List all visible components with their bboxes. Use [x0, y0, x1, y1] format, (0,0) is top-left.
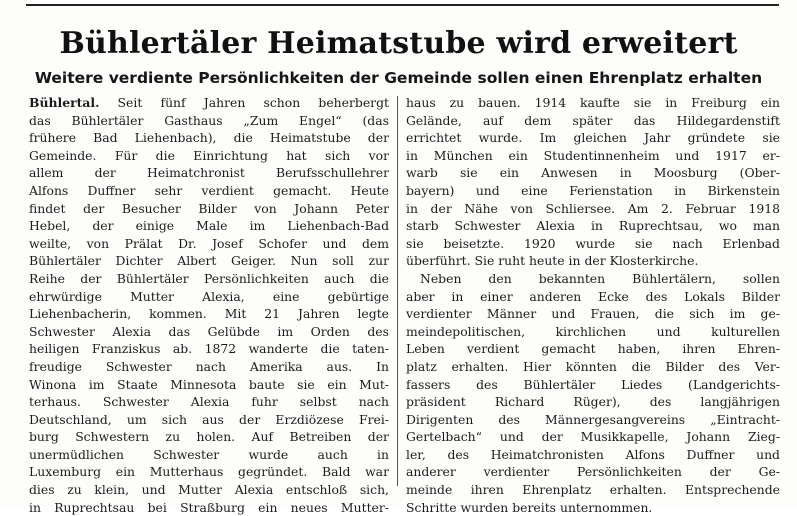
dateline: Bühlertal. [29, 95, 100, 110]
text-line: starb Schwester Alexia in Ruprechtsau, wo man [406, 218, 780, 234]
text-line: meindepolitischen, kirchlichen und kulturellen [406, 323, 780, 339]
text-line: Gelände, auf dem später das Hildegardenstift [406, 112, 780, 128]
text-line: Winona im Staate Minnesota baute sie ein Mut- [29, 376, 389, 392]
text-line: Gemeinde. Für die Einrichtung hat sich vor [29, 147, 389, 163]
text-line: in der Nähe von Schliersee. Am 2. Februar 1918 [406, 200, 780, 216]
text-line: allem der Heimatchronist Berufsschullehrer [29, 165, 389, 181]
text-line: platz erhalten. Hier könnten die Bilder des Ver- [406, 358, 780, 374]
text-line: Liehenbacherin, kommen. Mit 21 Jahren legte [29, 306, 389, 322]
text-line: frühere Bad Liehenbach), die Heimatstube der [29, 130, 389, 146]
text-line-content: Seit fünf Jahren schon beherbergt [99, 95, 389, 110]
text-line: ehrwürdige Mutter Alexia, eine gebürtige [29, 288, 389, 304]
text-line: Reihe der Bühlertäler Persönlichkeiten auch die [29, 270, 389, 286]
text-line: ler, des Heimatchronisten Alfons Duffner und [406, 446, 780, 462]
text-line: Neben den bekannten Bühlertälern, sollen [420, 270, 780, 286]
text-line: freudige Schwester nach Amerika aus. In [29, 358, 389, 374]
text-line: Luxemburg ein Mutterhaus gegründet. Bald war [29, 464, 389, 480]
subheadline: Weitere verdiente Persönlichkeiten der Gemeinde sollen einen Ehrenplatz erhalten [34, 69, 763, 87]
headline: Bühlertäler Heimatstube wird erweitert [59, 26, 738, 61]
text-line: Gertelbach“ und der Musikkapelle, Johann Zieg- [406, 429, 780, 445]
text-line: das Bühlertäler Gasthaus „Zum Engel“ (das [29, 112, 389, 128]
text-line: überführt. Sie ruht heute in der Klosterkirche. [406, 253, 699, 269]
text-line: Deutschland, um sich aus der Erzdiözese Frei- [29, 411, 389, 427]
text-line: fassers des Bühlertäler Liedes (Landgerichts- [406, 376, 780, 392]
text-line: dies zu klein, und Mutter Alexia entschloß sich, [29, 482, 389, 498]
top-rule [26, 4, 779, 6]
text-line: Schwester Alexia das Gelübde im Orden des [29, 323, 389, 339]
right-column [406, 94, 780, 516]
text-line: verdienter Männer und Frauen, die sich im ge- [406, 306, 780, 322]
text-line: in Ruprechtsau bei Straßburg ein neues Mutter- [29, 499, 389, 515]
text-line: burg Schwestern zu holen. Auf Betreiben der [29, 429, 389, 445]
text-line: unermüdlichen Schwester wurde auch in [29, 446, 389, 462]
text-line: Leben verdient gemacht haben, ihren Ehren- [406, 341, 780, 357]
text-line: in München ein Studentinnenheim und 1917 er- [406, 147, 780, 163]
text-line: präsident Richard Rüger), des langjährigen [406, 394, 780, 410]
text-line: haus zu bauen. 1914 kaufte sie in Freiburg ein [406, 95, 780, 110]
text-line: warb sie ein Anwesen in Moosburg (Ober- [406, 165, 780, 181]
text-line: heiligen Franziskus ab. 1872 wanderte die taten- [29, 341, 389, 357]
text-line: weilte, von Prälat Dr. Josef Schofer und dem [29, 235, 389, 251]
text-line: terhaus. Schwester Alexia fuhr selbst nach [29, 394, 389, 410]
text-line: bayern) und eine Ferienstation in Birkenstein [406, 182, 780, 198]
column-divider [397, 96, 398, 486]
text-line: findet der Besucher Bilder von Johann Peter [29, 200, 389, 216]
text-line: Hebel, der einige Male im Liehenbach-Bad [29, 218, 389, 234]
left-column [29, 94, 389, 516]
text-line: Bühlertäler Dichter Albert Geiger. Nun soll zur [29, 253, 389, 269]
text-line: errichtet wurde. Im gleichen Jahr gründete sie [406, 130, 780, 146]
text-line: anderer verdienter Persönlichkeiten der Ge- [406, 464, 780, 480]
text-line [29, 94, 389, 112]
text-line: Alfons Duffner sehr verdient gemacht. Heute [29, 182, 389, 198]
text-line: aber in einer anderen Ecke des Lokals Bilder [406, 288, 780, 304]
text-line: sie beisetzte. 1920 wurde sie nach Erlenbad [406, 235, 780, 251]
text-line: Dirigenten des Männergesangvereins „Eintracht- [406, 411, 780, 427]
text-line: meinde ihren Ehrenplatz erhalten. Entsprechende [406, 482, 780, 498]
text-line: Schritte wurden bereits unternommen. [406, 499, 653, 515]
